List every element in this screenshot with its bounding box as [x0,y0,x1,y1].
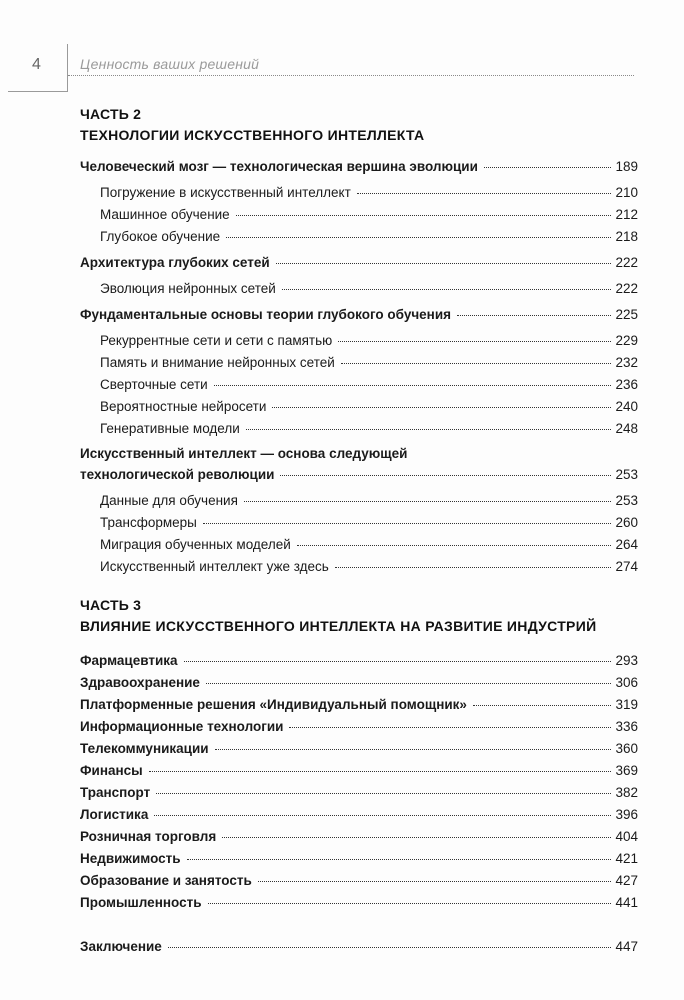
toc-entry-title: Генеративные модели [100,421,240,436]
toc-entry-page: 360 [615,741,638,756]
dot-leader [272,407,611,408]
toc-entry-title: Транспорт [80,785,151,800]
toc-entry[interactable] [100,399,638,417]
toc-entry[interactable] [80,829,638,847]
dot-leader [335,567,612,568]
dot-leader [338,341,611,342]
part2-title: ТЕХНОЛОГИИ ИСКУССТВЕННОГО ИНТЕЛЛЕКТА [80,127,425,143]
toc-entry[interactable] [80,307,638,325]
dot-leader [156,793,611,794]
page-number: 4 [32,56,41,73]
toc-entry-title: Искусственный интеллект уже здесь [100,559,329,574]
toc-entry[interactable] [80,741,638,759]
toc-entry-page: 404 [615,829,638,844]
toc-entry-title: Платформенные решения «Индивидуальный помощник» [80,697,467,712]
toc-entry-page: 253 [615,493,638,508]
toc-entry-title: Вероятностные нейросети [100,399,267,414]
toc-entry-title: Логистика [80,807,149,822]
toc-entry-title: Рекуррентные сети и сети с памятью [100,333,333,348]
toc-entry-title: Фундаментальные основы теории глубокого обучения [80,307,451,322]
toc-entry-title: Погружение в искусственный интеллект [100,185,351,200]
dot-leader [457,315,611,316]
toc-entry-page: 264 [615,537,638,552]
toc-entry-title: Здравоохранение [80,675,200,690]
toc-entry-title: Недвижимость [80,851,181,866]
toc-entry-page: 232 [615,355,638,370]
toc-entry[interactable] [100,229,638,247]
toc-entry-page: 306 [615,675,638,690]
toc-entry-title: Человеческий мозг — технологическая вершина эволюции [80,159,478,174]
toc-entry-page: 212 [615,207,638,222]
toc-entry-page: 236 [615,377,638,392]
toc-entry-page: 369 [615,763,638,778]
toc-entry[interactable] [100,355,638,373]
dot-leader [168,947,612,948]
toc-entry[interactable] [80,895,638,913]
toc-entry-title: Глубокое обучение [100,229,221,244]
dot-leader [289,727,611,728]
toc-entry-page: 225 [615,307,638,322]
toc-entry-page: 293 [615,653,638,668]
toc-entry[interactable] [80,785,638,803]
toc-entry[interactable] [100,515,638,533]
dot-leader [246,429,612,430]
toc-entry-title: Телекоммуникации [80,741,209,756]
toc-entry[interactable] [100,421,638,439]
dot-leader [226,237,611,238]
toc-entry-page: 396 [615,807,638,822]
toc-entry[interactable] [80,653,638,671]
dot-leader [206,683,612,684]
toc-entry-page: 253 [615,467,638,482]
toc-entry-title: Розничная торговля [80,829,217,844]
toc-entry-title: Память и внимание нейронных сетей [100,355,335,370]
toc-entry-page: 274 [615,559,638,574]
toc-entry-title: Финансы [80,763,143,778]
dot-leader [222,837,611,838]
toc-entry-page: 441 [615,895,638,910]
dot-leader [236,215,612,216]
toc-entry-title: Миграция обученных моделей [100,537,291,552]
dot-leader [184,661,612,662]
toc-entry-page: 260 [615,515,638,530]
toc-entry-title: Фармацевтика [80,653,178,668]
toc-entry-title: Трансформеры [100,515,197,530]
toc-entry-title: Промышленность [80,895,202,910]
toc-entry[interactable] [80,873,638,891]
toc-entry-page: 222 [615,255,638,270]
dot-leader [214,385,612,386]
toc-entry-title: Информационные технологии [80,719,284,734]
toc-entry[interactable] [80,807,638,825]
toc-entry[interactable] [100,185,638,203]
dot-leader [208,903,612,904]
dot-leader [473,705,612,706]
toc-entry-page: 240 [615,399,638,414]
dot-leader [154,815,611,816]
toc-entry-title: технологической революции [80,467,275,482]
dot-leader [215,749,612,750]
toc-entry-page: 189 [615,159,638,174]
toc-entry[interactable] [80,719,638,737]
running-title: Ценность ваших решений [80,56,260,72]
toc-entry-page: 222 [615,281,638,296]
dot-leader [187,859,612,860]
toc-entry-title: Образование и занятость [80,873,252,888]
toc-entry[interactable] [80,159,638,177]
toc-entry[interactable] [80,851,638,869]
toc-entry-page: 218 [615,229,638,244]
toc-entry-page: 336 [615,719,638,734]
toc-entry-conclusion[interactable] [80,939,638,957]
toc-entry[interactable] [100,493,638,511]
toc-entry[interactable] [100,559,638,577]
toc-entry[interactable] [80,467,638,485]
toc-entry-page: 382 [615,785,638,800]
toc-entry[interactable] [80,255,638,273]
toc-entry-title: Машинное обучение [100,207,230,222]
toc-entry[interactable] [80,697,638,715]
dot-leader [282,289,612,290]
dot-leader [149,771,612,772]
toc-entry[interactable] [80,675,638,693]
toc-entry-title: Данные для обучения [100,493,238,508]
toc-entry-page: 421 [615,851,638,866]
header-rule [68,75,634,76]
toc-entry-page: 427 [615,873,638,888]
dot-leader [276,263,612,264]
toc-entry-title: Сверточные сети [100,377,208,392]
dot-leader [280,475,611,476]
toc-entry[interactable] [100,281,638,299]
dot-leader [484,167,612,168]
dot-leader [203,523,612,524]
dot-leader [357,193,612,194]
dot-leader [297,545,612,546]
dot-leader [258,881,612,882]
toc-entry-title: Заключение [80,939,162,954]
toc-entry-page: 447 [615,939,638,954]
part3-label: ЧАСТЬ 3 [80,597,142,613]
part3-title: ВЛИЯНИЕ ИСКУССТВЕННОГО ИНТЕЛЛЕКТА НА РАЗВИТИЕ ИНДУСТРИЙ [80,618,597,634]
toc-entry[interactable] [100,333,638,351]
toc-entry-page: 248 [615,421,638,436]
toc-entry-title: Архитектура глубоких сетей [80,255,270,270]
toc-entry-title: Эволюция нейронных сетей [100,281,276,296]
toc-entry[interactable] [100,377,638,395]
part2-label: ЧАСТЬ 2 [80,106,142,122]
dot-leader [341,363,612,364]
toc-entry[interactable] [100,207,638,225]
toc-entry-title-line1: Искусственный интеллект — основа следующей [80,446,408,461]
toc-entry-page: 210 [615,185,638,200]
toc-entry[interactable] [80,763,638,781]
toc-entry-page: 229 [615,333,638,348]
dot-leader [244,501,612,502]
toc-entry[interactable] [100,537,638,555]
toc-entry-page: 319 [615,697,638,712]
